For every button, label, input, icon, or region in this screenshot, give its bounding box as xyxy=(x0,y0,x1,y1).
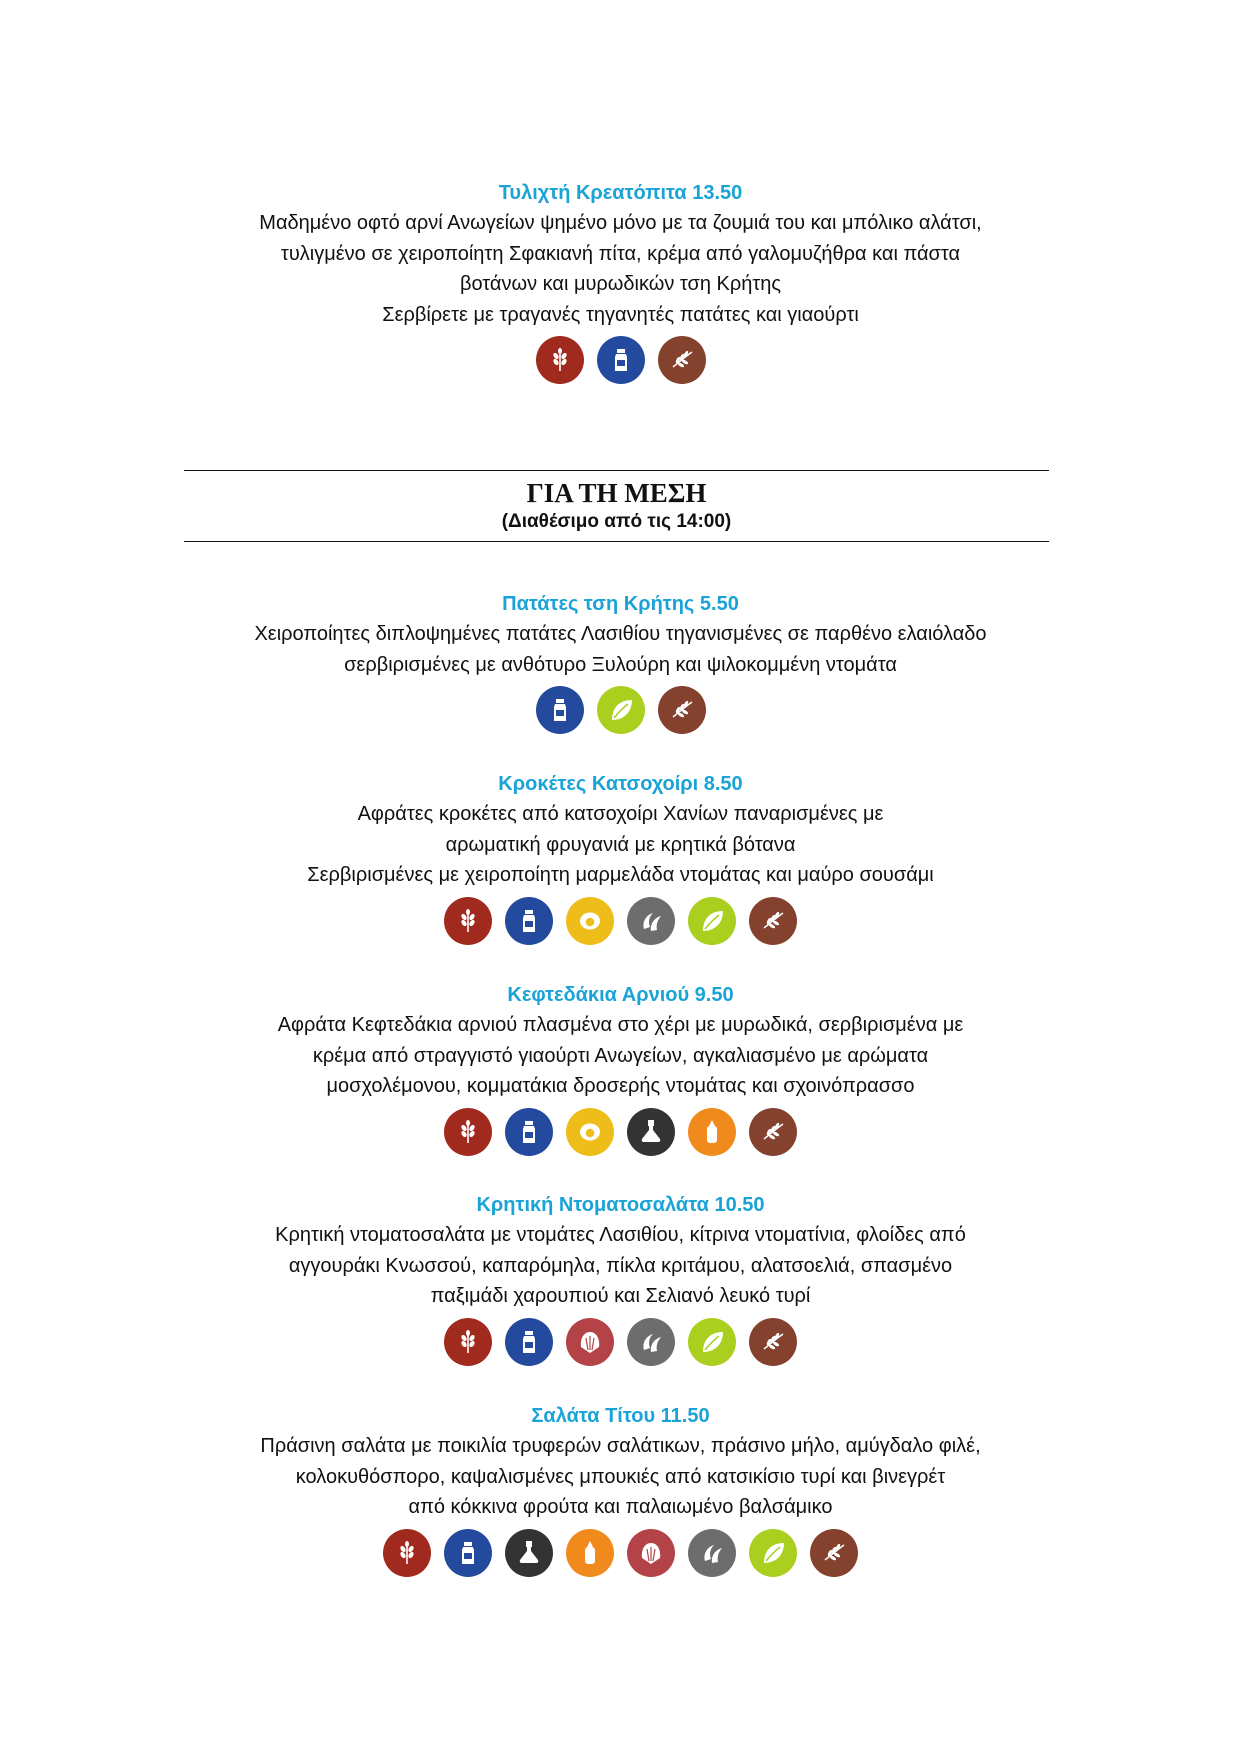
dish-description-line: Αφράτα Κεφτεδάκια αρνιού πλασμένα στο χέρι με μυρωδικά, σερβιρισμένα με xyxy=(277,1014,964,1036)
mustard-icon xyxy=(627,1108,675,1156)
nuts-icon xyxy=(658,336,706,384)
allergen-icons xyxy=(0,897,1241,945)
dish-0 xyxy=(0,178,1241,384)
dish-description-line: τυλιγμένο σε χειροποίητη Σφακιανή πίτα, κρέμα από γαλομυζήθρα και πάστα xyxy=(280,242,961,265)
nuts-icon xyxy=(749,1318,797,1366)
gluten-icon xyxy=(536,336,584,384)
dish-3 xyxy=(0,980,1241,1156)
celery-icon xyxy=(597,686,645,734)
dish-5 xyxy=(0,1401,1241,1577)
section-subtitle: (Διαθέσιμο από τις 14:00) xyxy=(501,511,732,532)
gluten-icon xyxy=(444,1318,492,1366)
dish-description-line: Πράσινη σαλάτα με ποικιλία τρυφερών σαλάτικων, πράσινο μήλο, αμύγδαλο φιλέ, xyxy=(260,1435,981,1457)
dish-description-line: σερβιρισμένες με ανθότυρο Ξυλούρη και ψιλοκομμένη ντομάτα xyxy=(344,653,897,676)
nuts-icon xyxy=(749,1108,797,1156)
egg-icon xyxy=(566,897,614,945)
dish-description-line: κολοκυθόσπορο, καψαλισμένες μπουκιές από κατσικίσιο τυρί και βινεγρέτ xyxy=(295,1465,946,1488)
dish-description-line: κρέμα από στραγγιστό γιαούρτι Ανωγείων, αγκαλιασμένο με αρώματα xyxy=(312,1044,929,1067)
dish-description-line: βοτάνων και μυρωδικών τση Κρήτης xyxy=(459,273,782,295)
milk-icon xyxy=(597,336,645,384)
dish-description-line: Μαδημένο οφτό αρνί Ανωγείων ψημένο μόνο με τα ζουμιά του και μπόλικο αλάτσι, xyxy=(259,212,982,234)
milk-icon xyxy=(505,1108,553,1156)
dish-description-line: Σερβιρισμένες με χειροποίητη μαρμελάδα ντομάτας και μαύρο σουσάμι xyxy=(307,864,934,886)
dish-2 xyxy=(0,769,1241,945)
nuts-icon xyxy=(749,897,797,945)
milk-icon xyxy=(444,1529,492,1577)
gluten-icon xyxy=(444,897,492,945)
mustard-icon xyxy=(505,1529,553,1577)
mollusc-icon xyxy=(627,1529,675,1577)
mollusc-icon xyxy=(566,1318,614,1366)
milk-icon xyxy=(505,897,553,945)
allergen-icons xyxy=(0,1108,1241,1156)
nuts-icon xyxy=(810,1529,858,1577)
dish-description-line: Σερβίρετε με τραγανές τηγανητές πατάτες και γιαούρτι xyxy=(382,303,859,326)
nuts-icon xyxy=(658,686,706,734)
dish-title: Κροκέτες Κατσοχοίρι 8.50 xyxy=(498,773,743,795)
crustacean-icon xyxy=(627,897,675,945)
dish-description-line: από κόκκινα φρούτα και παλαιωμένο βαλσάμικο xyxy=(408,1496,833,1518)
dish-description-line: Χειροποίητες διπλοψημένες πατάτες Λασιθίου τηγανισμένες σε παρθένο ελαιόλαδο xyxy=(254,623,987,645)
celery-icon xyxy=(688,897,736,945)
allergen-icons xyxy=(0,1529,1241,1577)
dish-description-line: μοσχολέμονου, κομματάκια δροσερής ντομάτας και σχοινόπρασσο xyxy=(326,1075,915,1097)
dish-description-line: Αφράτες κροκέτες από κατσοχοίρι Χανίων παναρισμένες με xyxy=(357,803,884,825)
dish-4 xyxy=(0,1190,1241,1366)
dish-1 xyxy=(0,589,1241,734)
dish-title: Σαλάτα Τίτου 11.50 xyxy=(531,1405,710,1427)
dish-title: Τυλιχτή Κρεατόπιτα 13.50 xyxy=(498,182,743,204)
allergen-icons xyxy=(0,686,1241,734)
gluten-icon xyxy=(383,1529,431,1577)
dish-description-line: Κρητική ντοματοσαλάτα με ντομάτες Λασιθίου, κίτρινα ντοματίνια, φλοίδες από xyxy=(275,1224,966,1246)
sesame-icon xyxy=(566,1529,614,1577)
allergen-icons xyxy=(0,336,1241,384)
dish-description-line: αρωματική φρυγανιά με κρητικά βότανα xyxy=(445,833,796,856)
milk-icon xyxy=(505,1318,553,1366)
gluten-icon xyxy=(444,1108,492,1156)
milk-icon xyxy=(536,686,584,734)
egg-icon xyxy=(566,1108,614,1156)
section-header xyxy=(184,470,1049,542)
celery-icon xyxy=(749,1529,797,1577)
dish-description-line: παξιμάδι χαρουπιού και Σελιανό λευκό τυρί xyxy=(430,1285,811,1307)
sesame-icon xyxy=(688,1108,736,1156)
allergen-icons xyxy=(0,1318,1241,1366)
celery-icon xyxy=(688,1318,736,1366)
dish-title: Κεφτεδάκια Αρνιού 9.50 xyxy=(507,984,734,1006)
crustacean-icon xyxy=(627,1318,675,1366)
crustacean-icon xyxy=(688,1529,736,1577)
dish-title: Πατάτες τση Κρήτης 5.50 xyxy=(502,593,739,615)
dish-description-line: αγγουράκι Κνωσσού, καπαρόμηλα, πίκλα κριτάμου, αλατσοελιά, σπασμένο xyxy=(288,1254,953,1277)
section-title: ΓΙΑ ΤΗ ΜΕΣΗ xyxy=(526,478,707,508)
dish-title: Κρητική Ντοματοσαλάτα 10.50 xyxy=(476,1194,765,1216)
